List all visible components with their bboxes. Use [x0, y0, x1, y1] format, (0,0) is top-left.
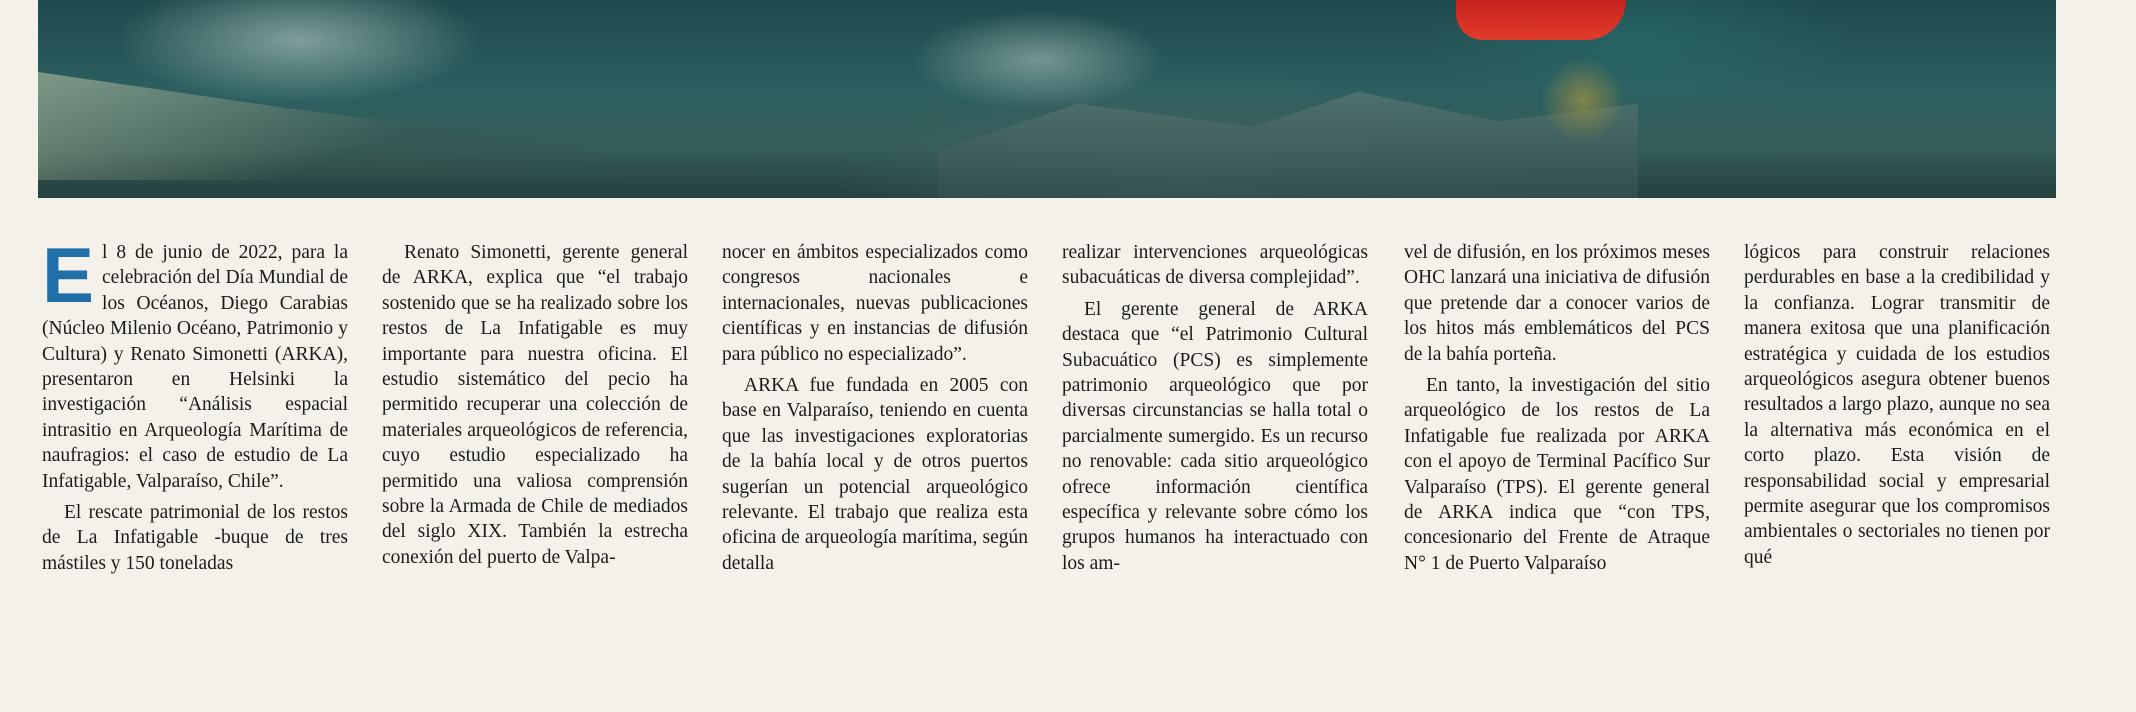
column-2 — [382, 240, 688, 712]
paragraph: El rescate patrimonial de los restos de La Infatigable -buque de tres mástiles y 150 toneladas — [42, 502, 348, 574]
paragraph: Renato Simonetti, gerente general de ARKA, explica que “el trabajo sostenido que se ha realizado sobre los restos de La Infatigable es muy importante para nuestra oficina. El estudio sistemático del pecio ha permitido recuperar una colección de materiales arqueológicos de referencia, cuyo estudio especializado ha permitido una valiosa comprensión sobre la Armada de Chile de mediados del siglo XIX. También la estrecha conexión del puerto de Valpa- — [382, 242, 688, 568]
column-1 — [42, 240, 348, 712]
seabed-rocks-shape — [938, 80, 1638, 198]
paragraph: lógicos para construir relaciones perdurables en base a la credibilidad y la confianza. Lograr transmitir de manera exitosa que una planificación estratégica y cuidada de los estudios arqueológicos asegura obtener buenos resultados a largo plazo, aunque no sea la alternativa más económica en el corto plazo. Esta visión de responsabilidad social y empresarial permite asegurar que los compromisos ambientales o sectoriales no tienen por qué — [1744, 242, 2050, 568]
paragraph: En tanto, la investigación del sitio arqueológico de los restos de La Infatigable fue realizada por ARKA con el apoyo de Terminal Pacífico Sur Valparaíso (TPS). El gerente general de ARKA indica que “con TPS, concesionario del Frente de Atraque N° 1 de Puerto Valparaíso — [1404, 375, 1710, 574]
column-4 — [1062, 240, 1368, 712]
diver-red-suit-shape — [1456, 0, 1626, 40]
paragraph: El gerente general de ARKA destaca que “el Patrimonio Cultural Subacuático (PCS) es simplemente patrimonio arqueológico que por diversas circunstancias se halla total o parcialmente sumergido. Es un recurso no renovable: cada sitio arqueológico ofrece información científica específica y relevante sobre cómo los grupos humanos ha interactuado con los am- — [1062, 298, 1368, 574]
seaweed-shape — [1538, 60, 1628, 140]
column-5 — [1404, 240, 1710, 712]
underwater-shipwreck-photo — [38, 0, 2056, 198]
column-6 — [1744, 240, 2050, 712]
drop-cap: E — [42, 240, 95, 319]
paragraph: realizar intervenciones arqueológicas subacuáticas de diversa complejidad”. — [1062, 242, 1368, 289]
paragraph — [42, 240, 348, 494]
paragraph-text: l 8 de junio de 2022, para la celebración del Día Mundial de los Océanos, Diego Carabias (Núcleo Milenio Océano, Patrimonio y Cultura) y Renato Simonetti (ARKA), presentaron en Helsinki la investigación “Análisis espacial intrasitio en Arqueología Marítima de naufragios: el caso de estudio de La Infatigable, Valparaíso, Chile”. — [42, 242, 348, 492]
article-body — [42, 240, 2052, 712]
paragraph: nocer en ámbitos especializados como congresos nacionales e internacionales, nuevas publicaciones científicas y en instancias de difusión para público no especializado”. — [722, 242, 1028, 365]
paragraph: vel de difusión, en los próximos meses OHC lanzará una iniciativa de difusión que pretende dar a conocer varios de los hitos más emblemáticos del PCS de la bahía porteña. — [1404, 242, 1710, 365]
wreck-ridge-shape — [38, 60, 658, 180]
paragraph: ARKA fue fundada en 2005 con base en Valparaíso, teniendo en cuenta que las investigaciones exploratorias de la bahía local y de otros puertos sugerían un potencial arqueológico relevante. El trabajo que realiza esta oficina de arqueología marítima, según detalla — [722, 375, 1028, 574]
column-3 — [722, 240, 1028, 712]
